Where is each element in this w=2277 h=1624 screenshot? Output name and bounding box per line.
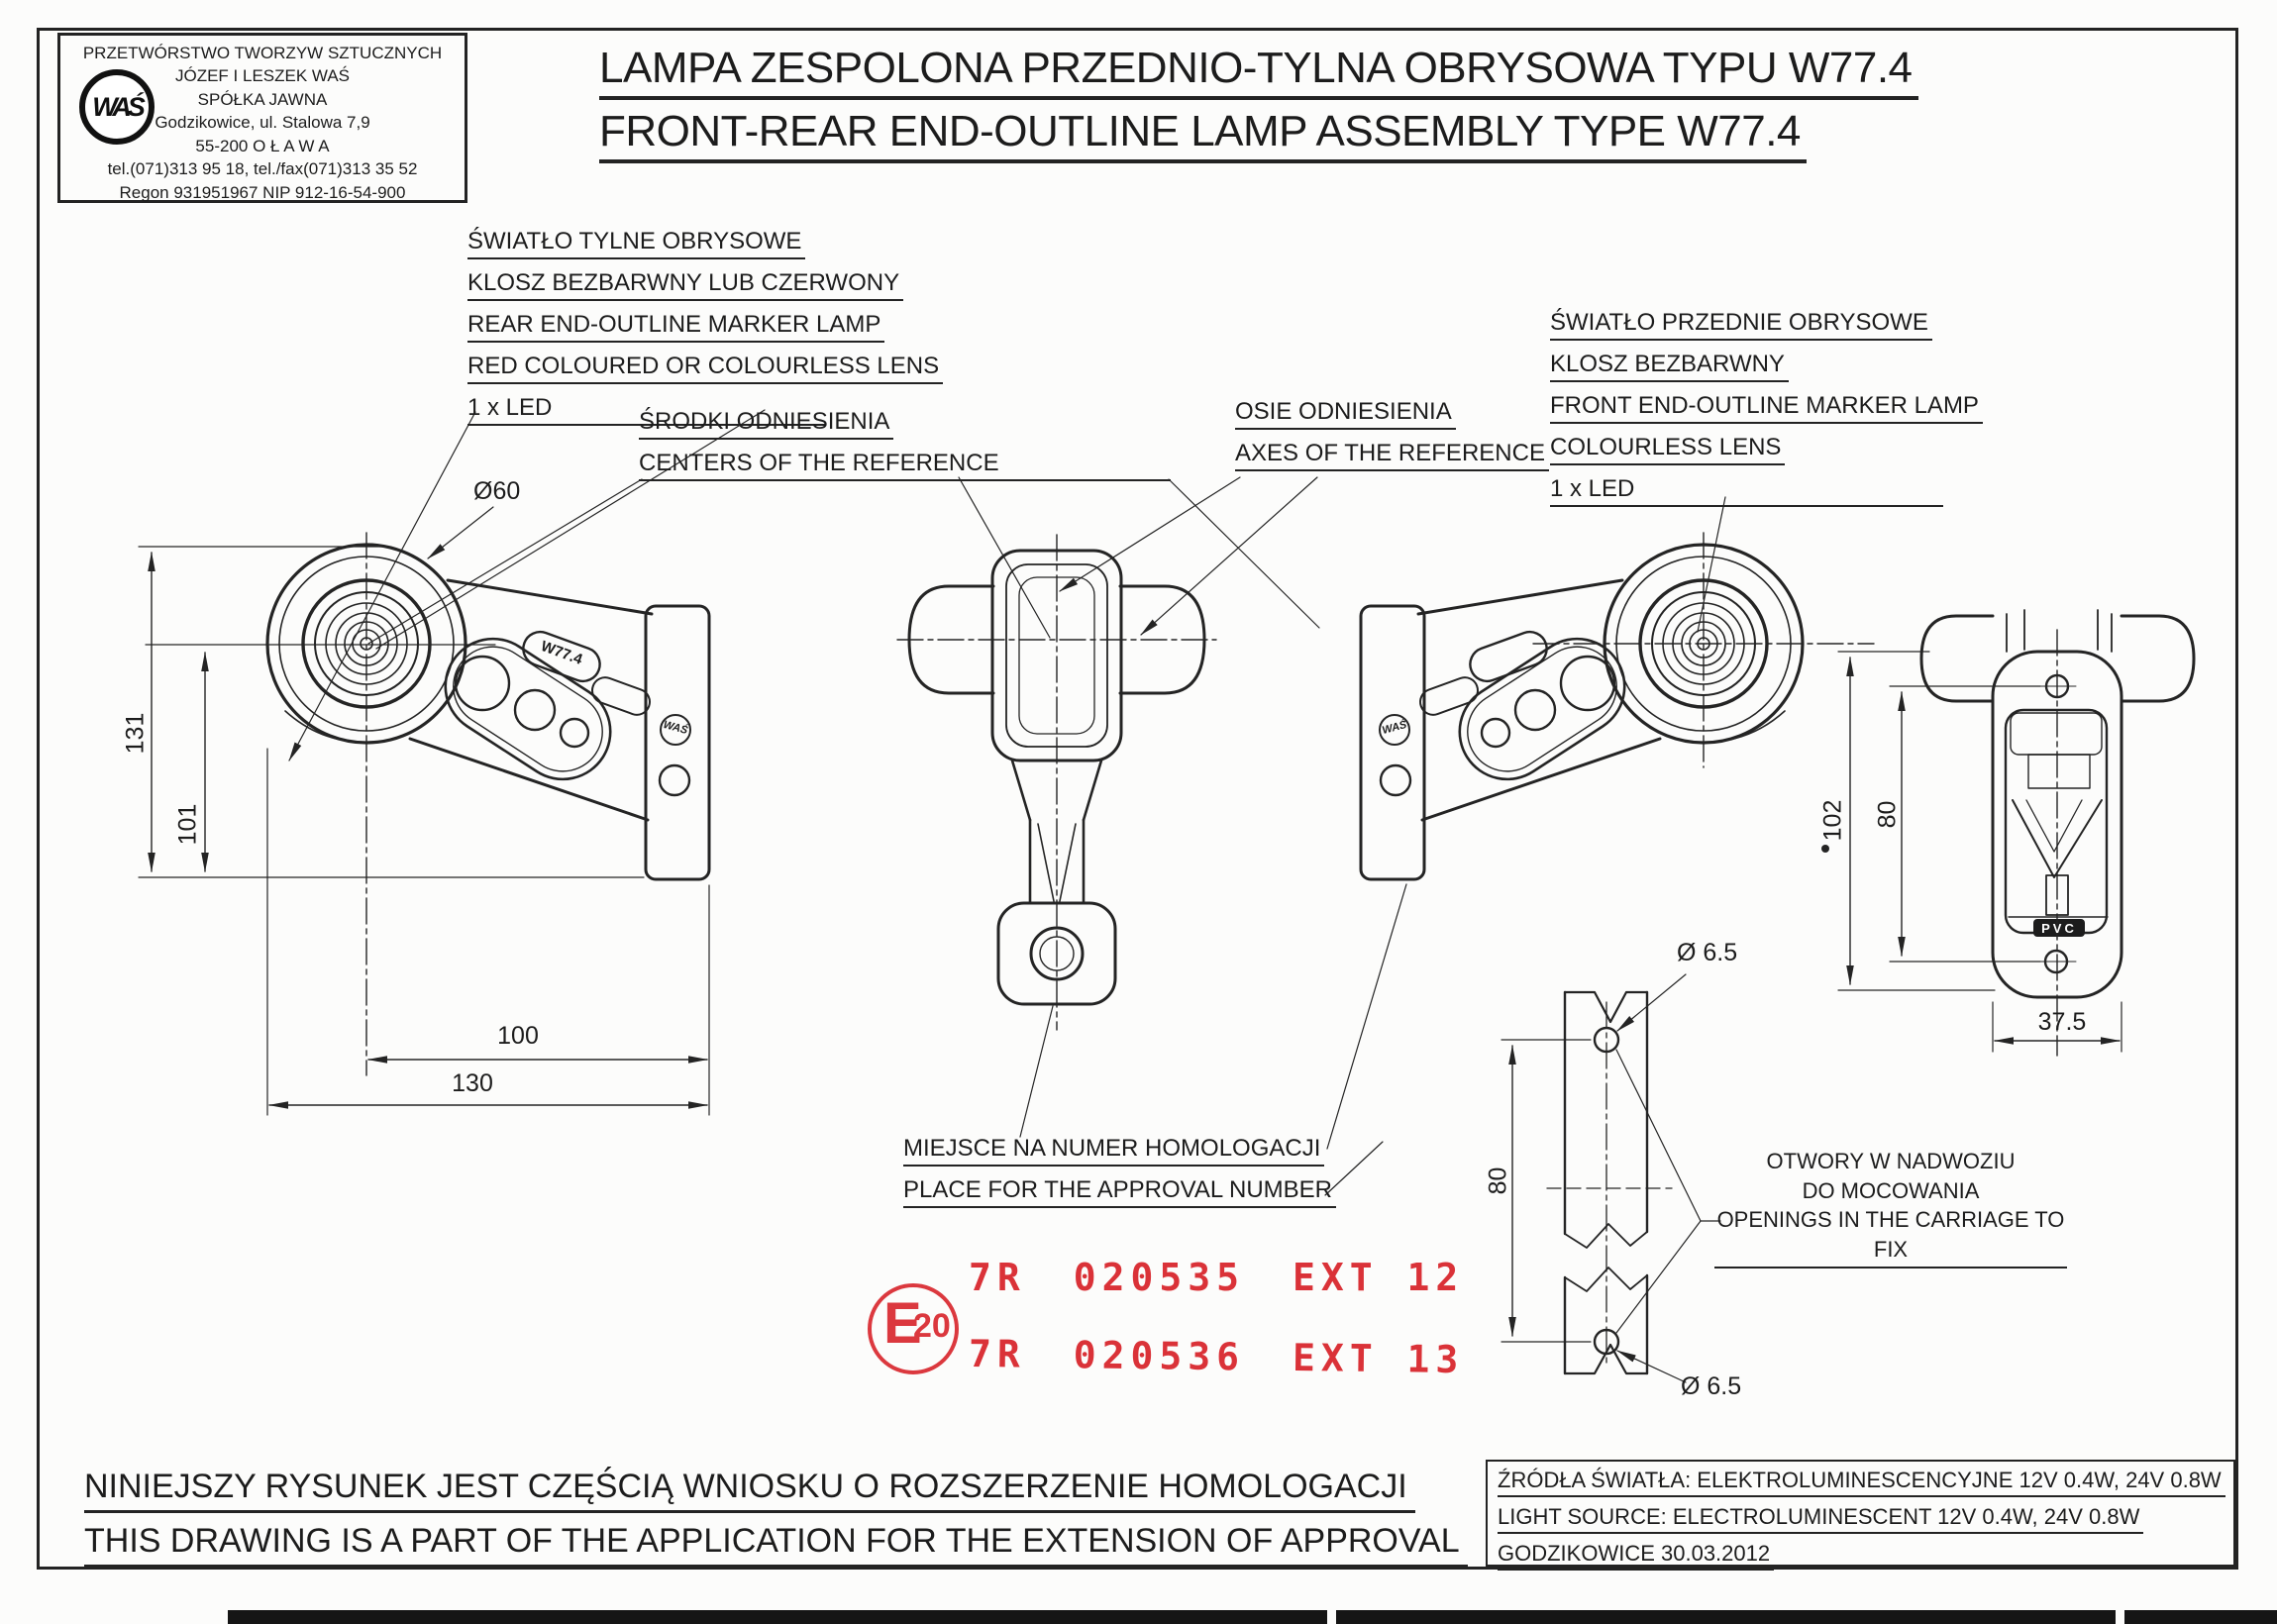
scan-artifact-gap	[1327, 1610, 1336, 1624]
dim-131: 131	[121, 712, 150, 755]
annotation-line: ŚWIATŁO TYLNE OBRYSOWE	[467, 228, 805, 259]
dim-dia65-bottom: Ø 6.5	[1681, 1372, 1742, 1400]
annotation-line: KLOSZ BEZBARWNY	[1550, 351, 1789, 382]
annotation-line: 1 x LED	[1550, 475, 1943, 507]
light-source-box	[1486, 1460, 2235, 1567]
stamp-text: 020536	[1073, 1333, 1246, 1379]
company-city: 55-200 O Ł A W A	[195, 136, 330, 155]
dim-102: 102	[1818, 799, 1847, 842]
annotation-line: ŚRODKI ODNIESIENIA	[639, 408, 893, 440]
dim-130: 130	[452, 1069, 493, 1097]
annotation-axes	[1235, 398, 1549, 481]
e-mark-letter: E	[883, 1291, 922, 1356]
drawing-title-en: FRONT-REAR END-OUTLINE LAMP ASSEMBLY TYPE W77.4	[599, 107, 1807, 163]
annotation-line: FRONT END-OUTLINE MARKER LAMP	[1550, 392, 1983, 424]
footer-note-pl: NINIEJSZY RYSUNEK JEST CZĘŚCIĄ WNIOSKU O ROZSZERZENIE HOMOLOGACJI	[84, 1468, 1415, 1513]
drawing-title-pl: LAMPA ZESPOLONA PRZEDNIO-TYLNA OBRYSOWA TYPU W77.4	[599, 44, 1918, 100]
e-mark-stamp	[868, 1283, 959, 1374]
place-and-date: GODZIKOWICE 30.03.2012	[1498, 1541, 1774, 1571]
dim-dia60: Ø60	[473, 477, 521, 505]
annotation-line: RED COLOURED OR COLOURLESS LENS	[467, 353, 943, 384]
model-badge: W77.4	[538, 638, 585, 668]
annotation-line: CENTERS OF THE REFERENCE	[639, 450, 1171, 481]
view-front-center	[897, 535, 1216, 1030]
annotation-centers	[639, 408, 1171, 491]
detail-mounting-holes	[1501, 974, 1720, 1382]
stamp-text: 7R	[968, 1331, 1027, 1376]
company-regon-nip: Regon 931951967 NIP 912-16-54-900	[119, 182, 406, 202]
light-source-pl: ŹRÓDŁA ŚWIATŁA: ELEKTROLUMINESCENCYJNE 12V 0.4W, 24V 0.8W	[1498, 1468, 2225, 1497]
e-mark-number: 20	[913, 1307, 951, 1345]
company-type: SPÓŁKA JAWNA	[197, 89, 328, 109]
title-block	[599, 44, 1918, 170]
leader-lines	[289, 410, 1725, 1195]
approval-number-row-2	[969, 1332, 1465, 1381]
material-label: PVC	[2041, 921, 2077, 936]
scan-artifact-strip	[228, 1610, 2277, 1624]
stamp-text: 020535	[1073, 1256, 1246, 1299]
approval-number-row-1	[969, 1256, 1464, 1299]
footer-note-en: THIS DRAWING IS A PART OF THE APPLICATION FOR THE EXTENSION OF APPROVAL	[84, 1522, 1468, 1568]
annotation-front-lamp	[1550, 309, 1983, 517]
light-source-en: LIGHT SOURCE: ELECTROLUMINESCENT 12V 0.4W, 24V 0.8W	[1498, 1504, 2143, 1534]
annotation-openings	[1714, 1147, 2067, 1269]
annotation-rear-lamp	[467, 228, 943, 436]
annotation-line: OPENINGS IN THE CARRIAGE TO FIX	[1714, 1205, 2067, 1268]
stamp-text: EXT 13	[1292, 1335, 1465, 1382]
footer-note	[84, 1468, 1468, 1576]
annotation-line: PLACE FOR THE APPROVAL NUMBER	[903, 1176, 1336, 1208]
annotation-line: OTWORY W NADWOZIU	[1766, 1149, 2016, 1173]
company-name: PRZETWÓRSTWO TWORZYW SZTUCZNYCH	[82, 44, 443, 62]
dim-100: 100	[497, 1022, 539, 1050]
annotation-line: REAR END-OUTLINE MARKER LAMP	[467, 311, 884, 343]
annotation-line: KLOSZ BEZBARWNY LUB CZERWONY	[467, 269, 903, 301]
stamp-text: EXT 12	[1293, 1256, 1465, 1299]
annotation-line: ŚWIATŁO PRZEDNIE OBRYSOWE	[1550, 309, 1932, 341]
annotation-line: MIEJSCE NA NUMER HOMOLOGACJI	[903, 1135, 1324, 1167]
annotation-line: COLOURLESS LENS	[1550, 434, 1785, 465]
was-logo: WAŚ	[79, 69, 155, 145]
brand-badge-front: WAŚ	[1381, 718, 1408, 738]
scan-artifact-gap	[2116, 1610, 2124, 1624]
brand-badge-rear: WAŚ	[662, 718, 689, 738]
annotation-line: 1 x LED	[467, 394, 826, 426]
view-rear-lamp	[139, 533, 709, 1115]
stamp-text: 7R	[969, 1256, 1026, 1299]
view-front-lamp	[1361, 533, 1874, 879]
dim-37-5: 37.5	[2037, 1008, 2087, 1036]
annotation-line: AXES OF THE REFERENCE	[1235, 440, 1549, 471]
annotation-line: OSIE ODNIESIENIA	[1235, 398, 1456, 430]
company-phone: tel.(071)313 95 18, tel./fax(071)313 35 52	[107, 159, 418, 179]
company-owners: JÓZEF I LESZEK WAŚ	[174, 66, 350, 86]
dim-80-side: 80	[1873, 800, 1902, 829]
dim-80-holes: 80	[1484, 1167, 1512, 1195]
annotation-line: DO MOCOWANIA	[1802, 1177, 1980, 1203]
dim-dia65-top: Ø 6.5	[1677, 939, 1738, 966]
company-street: Godzikowice, ul. Stalowa 7,9	[155, 113, 370, 133]
dim-101: 101	[173, 803, 202, 846]
annotation-approval-place	[903, 1135, 1336, 1218]
